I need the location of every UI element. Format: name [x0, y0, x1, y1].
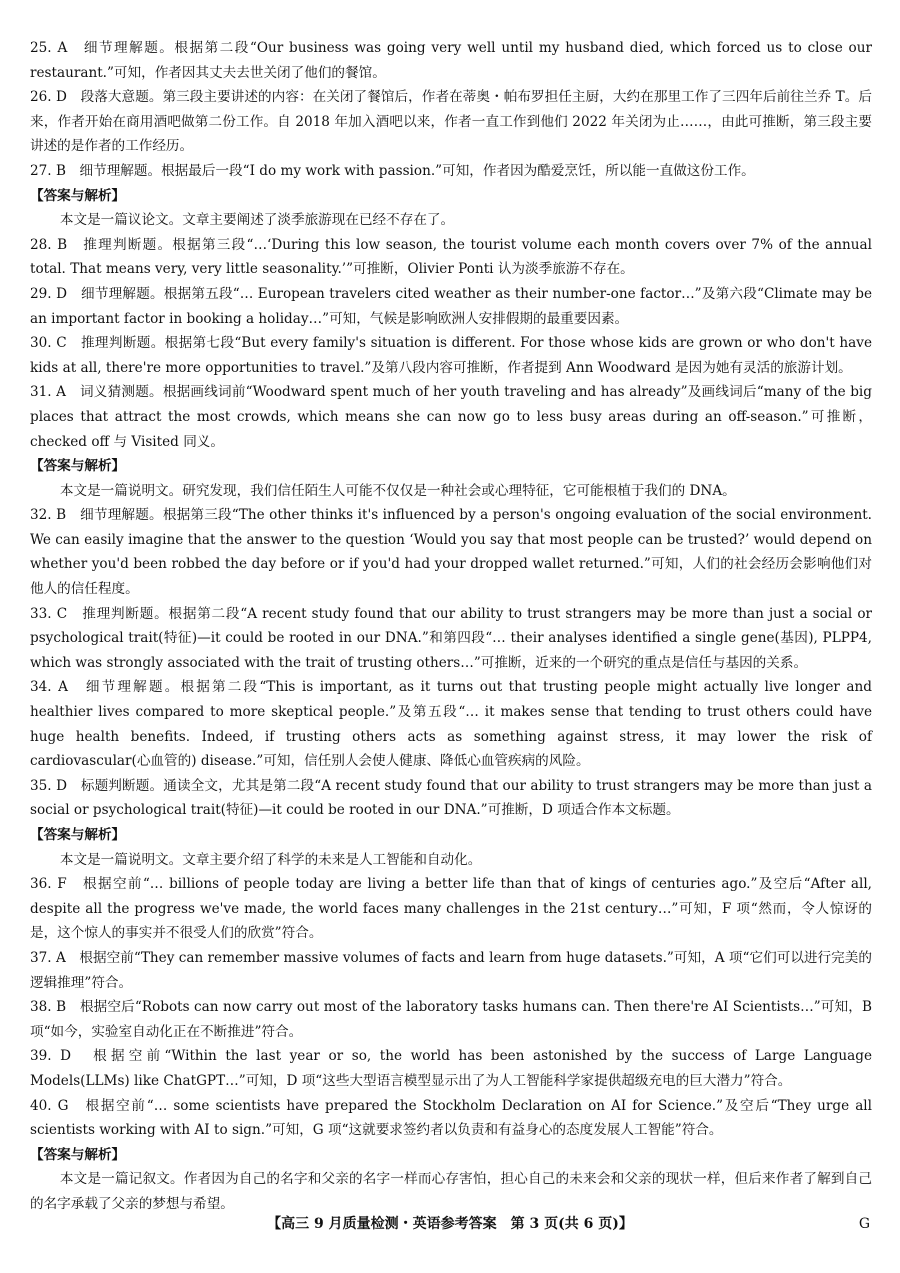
section-heading: 【答案与解析】	[30, 187, 126, 204]
answer-item-26: 26. D 段落大意题。第三段主要讲述的内容：在关闭了餐馆后，作者在蒂奥・帕布罗担任主厨，大约在那里工作了三四年后前往兰乔 T。后来，作者开始在商用酒吧做第二份工作。自 2018 年加入酒吧以来，作者一直工作到他们 2022 年关闭为止……，由此可推断，第三段主要讲述的是作者的工作经历。	[30, 89, 872, 155]
answer-item-35: 35. D 标题判断题。通读全文，尤其是第二段“A recent study found that our ability to trust strangers may be more than just a social or psychological trait(特征)—it could be rooted in our DNA.”可推断，D 项适合作本文标题。	[30, 777, 872, 819]
answer-item-30: 30. C 推理判断题。根据第七段“But every family's situation is different. For those whose kids are grown or who don't have kids at all, there're more opportunities to travel.”及第八段内容可推断，作者提到 Ann Woodward 是因为她有灵活的旅游计划。	[30, 335, 872, 376]
answer-item-31: 31. A 词义猜测题。根据画线词前“Woodward spent much of her youth traveling and has already”及画线词后“many of the big places that attract the most crowds, which means she can now go to less busy areas during an off-season.”可推断，checked off 与 Visited 同义。	[30, 384, 872, 450]
answer-item-33: 33. C 推理判断题。根据第二段“A recent study found that our ability to trust strangers may be more than just a social or psychological trait(特征)—it could be rooted in our DNA.”和第四段“… their analyses identified a single gene(基因), PLPP4, which was strongly associated with the trait of trusting others…”可推断，近来的一个研究的重点是信任与基因的关系。	[30, 605, 872, 671]
answer-item-40: 40. G 根据空前“… some scientists have prepared the Stockholm Declaration on AI for Science.”及空后“They urge all scientists working with AI to sign.”可知，G 项“这就要求签约者以负责和有益身心的态度发展人工智能”符合。	[30, 1097, 872, 1139]
footer-version-letter: G	[858, 1216, 870, 1232]
page-footer	[0, 1212, 900, 1236]
passage-summary: 本文是一篇说明文。研究发现，我们信任陌生人可能不仅仅是一种社会或心理特征，它可能根植于我们的 DNA。	[59, 482, 736, 499]
answer-item-39: 39. D 根据空前“Within the last year or so, the world has been astonished by the success of Large Language Models(LLMs) like ChatGPT…”可知，D 项“这些大型语言模型显示出了为人工智能科学家提供超级充电的巨大潜力”符合。	[30, 1048, 872, 1089]
answer-item-32: 32. B 细节理解题。根据第三段“The other thinks it's influenced by a person's ongoing evaluation of the social environment. We can easily imagine that the answer to the question ‘Would you say that most people can be trusted?’ would depend on whether you'd been robbed the day before or if you'd had your dropped wallet returned.”可知，人们的社会经历会影响他们对他人的信任程度。	[30, 507, 872, 598]
answer-item-29: 29. D 细节理解题。根据第五段“… European travelers cited weather as their number-one factor…”及第六段“Climate may be an important factor in booking a holiday…”可知，气候是影响欧洲人安排假期的最重要因素。	[30, 285, 872, 327]
passage-summary: 本文是一篇议论文。文章主要阐述了淡季旅游现在已经不存在了。	[59, 212, 455, 229]
section-heading: 【答案与解析】	[30, 458, 126, 475]
answer-item-34: 34. A 细节理解题。根据第二段“This is important, as it turns out that trusting people might actually live longer and healthier lives compared to more skeptical people.”及第五段“… it makes sense that tending to trust others could have huge health benefits. Indeed, if trusting others acts as something against stress, it may lower the risk of cardiovascular(心血管的) disease.”可知，信任别人会使人健康、降低心血管疾病的风险。	[30, 679, 872, 770]
passage-summary: 本文是一篇记叙文。作者因为自己的名字和父亲的名字一样而心存害怕，担心自己的未来会和父亲的现状一样，但后来作者了解到自己的名字承载了父亲的梦想与希望。	[30, 1171, 872, 1212]
answer-item-38: 38. B 根据空后“Robots can now carry out most of the laboratory tasks humans can. Then there're AI Scientists…”可知，B 项“如今，实验室自动化正在不断推进”符合。	[30, 999, 872, 1040]
answer-item-25: 25. A 细节理解题。根据第二段“Our business was going very well until my husband died, which forced us to close our restaurant.”可知，作者因其丈夫去世关闭了他们的餐馆。	[30, 40, 872, 81]
passage-summary: 本文是一篇说明文。文章主要介绍了科学的未来是人工智能和自动化。	[59, 851, 482, 868]
answer-content	[30, 36, 872, 1217]
footer-title: 【高三 9 月质量检测・英语参考答案 第 3 页(共 6 页)】	[267, 1216, 633, 1232]
answer-item-37: 37. A 根据空前“They can remember massive volumes of facts and learn from huge datasets.”可知，A 项“它们可以进行完美的逻辑推理”符合。	[30, 949, 872, 991]
answer-item-28: 28. B 推理判断题。根据第三段“…‘During this low season, the tourist volume each month covers over 7% of the annual total. That means very, very little seasonality.’”可推断，Olivier Ponti 认为淡季旅游不存在。	[30, 236, 872, 278]
section-heading: 【答案与解析】	[30, 1146, 126, 1163]
section-heading: 【答案与解析】	[30, 827, 126, 843]
answer-item-36: 36. F 根据空前“… billions of people today are living a better life than that of kings of centuries ago.”及空后“After all, despite all the progress we've made, the world faces many challenges in the 21st century…”可知，F 项“然而，令人惊讶的是，这个惊人的事实并不很受人们的欣赏”符合。	[30, 876, 872, 942]
answer-item-27: 27. B 细节理解题。根据最后一段“I do my work with passion.”可知，作者因为酷爱烹饪，所以能一直做这份工作。	[30, 162, 755, 179]
